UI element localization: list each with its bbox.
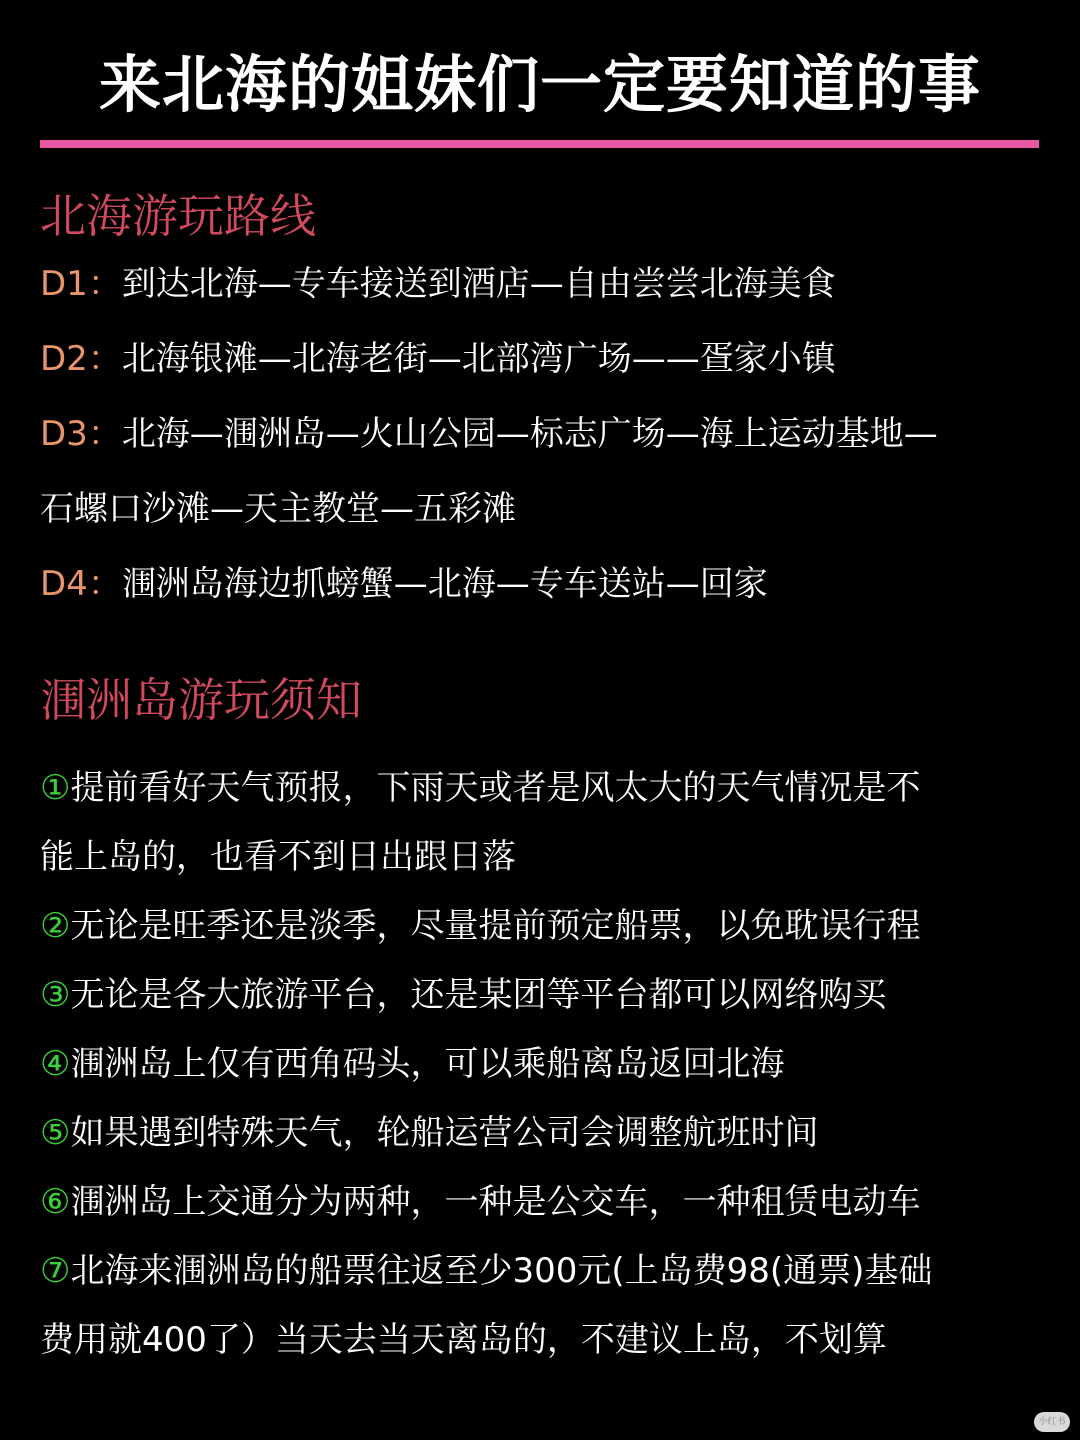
tips-heading: 涠洲岛游玩须知 [40,673,362,727]
tip-number: ④ [40,1044,71,1084]
route-heading: 北海游玩路线 [40,189,316,243]
day-label: D1： [40,264,122,304]
tip-number: ⑦ [40,1251,71,1291]
tip-number: ③ [40,975,71,1015]
tip-text: 如果遇到特殊天气，轮船运营公司会调整航班时间 [70,1113,819,1153]
tip-text: 涠洲岛上交通分为两种，一种是公交车，一种租赁电动车 [70,1182,921,1222]
tip-text: 涠洲岛上仅有西角码头，可以乘船离岛返回北海 [70,1044,785,1084]
tip-item-5 [40,1109,1050,1157]
page-title: 来北海的姐妹们一定要知道的事 [98,48,981,121]
title-underline [40,140,1039,148]
day-route-text: 北海银滩—北海老街—北部湾广场——疍家小镇 [121,339,836,379]
tip-item-6 [40,1178,1050,1226]
day-label: D4： [40,564,122,604]
route-day-3 [40,410,1050,458]
tip-text: 提前看好天气预报，下雨天或者是风太大的天气情况是不 [70,768,921,808]
day-route-text: 北海—涠洲岛—火山公园—标志广场—海上运动基地— [121,414,938,454]
tip-item-3 [40,971,1050,1019]
route-day-1 [40,260,1050,308]
tip-text: 北海来涠洲岛的船票往返至少300元(上岛费98(通票)基础 [70,1251,933,1291]
route-day-3-continuation: 石螺口沙滩—天主教堂—五彩滩 [40,489,516,529]
tip-item-1-continuation: 能上岛的，也看不到日出跟日落 [40,837,516,877]
watermark-logo: 小红书 [1034,1412,1070,1432]
tip-item-1 [40,764,1050,812]
tip-item-2 [40,902,1050,950]
tip-text: 无论是旺季还是淡季，尽量提前预定船票，以免耽误行程 [70,906,921,946]
day-route-text: 涠洲岛海边抓螃蟹—北海—专车送站—回家 [121,564,768,604]
tip-text: 无论是各大旅游平台，还是某团等平台都可以网络购买 [70,975,887,1015]
day-label: D2： [40,339,122,379]
tip-item-7-continuation: 费用就400了）当天去当天离岛的，不建议上岛，不划算 [40,1320,887,1360]
tip-number: ② [40,906,71,946]
day-label: D3： [40,414,122,454]
day-route-text: 到达北海—专车接送到酒店—自由尝尝北海美食 [121,264,836,304]
tip-item-4 [40,1040,1050,1088]
tip-number: ⑤ [40,1113,71,1153]
route-day-2 [40,335,1050,383]
route-day-4 [40,560,1050,608]
tip-item-7 [40,1247,1050,1295]
tip-number: ⑥ [40,1182,71,1222]
tip-number: ① [40,768,71,808]
